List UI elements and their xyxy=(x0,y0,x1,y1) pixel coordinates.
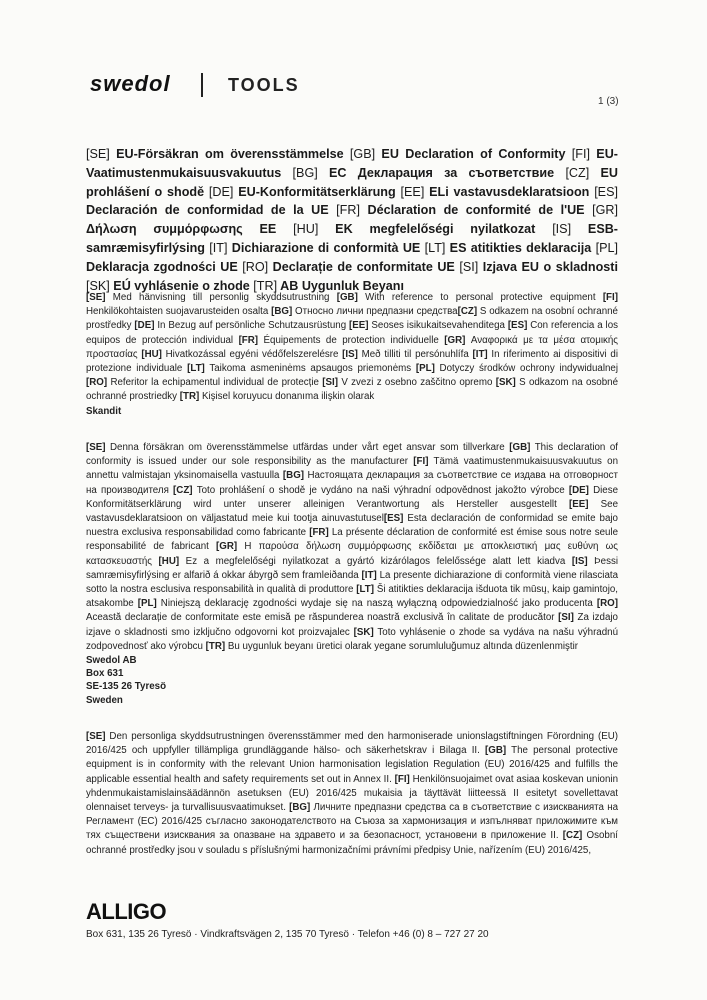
page-number: 1 (3) xyxy=(598,96,619,107)
manufacturer-address xyxy=(86,654,618,707)
language-code: [GB] xyxy=(336,292,358,303)
language-code: [LT] xyxy=(356,584,374,596)
language-code: [RO] xyxy=(242,259,269,274)
language-code: [IT] xyxy=(361,569,377,581)
language-code: [FR] xyxy=(309,527,329,539)
language-code: [HU] xyxy=(293,222,319,237)
language-code: [GB] xyxy=(349,147,376,161)
language-code: [SK] xyxy=(353,626,374,638)
product-name: Skandit xyxy=(86,405,122,417)
language-text: Această declarație de conformitate este emisă pe răspunderea noastră exclusivă în calitate de producător xyxy=(86,612,559,624)
language-text: See vastavusdeklaratsioon on väljastatud meie kui tootja ainuvastutusel xyxy=(86,498,618,525)
language-code: [PL] xyxy=(415,363,435,375)
language-code: [FR] xyxy=(238,334,259,346)
language-code: [CZ] xyxy=(173,484,193,496)
language-text: EC Декларация за съответствие xyxy=(317,165,566,180)
language-code: [ES] xyxy=(383,513,404,525)
manufacturer-line: Swedol AB xyxy=(86,655,137,667)
language-text: Относно лични предпазни средства xyxy=(292,306,458,318)
language-text: ESB-samræmisyfirlýsing xyxy=(86,222,619,255)
language-text: Referitor la echipamentul individual de protecție xyxy=(107,377,323,389)
language-code: [SI] xyxy=(558,612,574,624)
language-code: [ES] xyxy=(507,320,528,332)
language-code: [SK] xyxy=(495,377,516,389)
language-text: ES atitikties deklaracija xyxy=(445,240,596,255)
language-code: [GR] xyxy=(216,541,238,553)
language-text: Niniejszą deklarację zgodności wydaje się na naszą wyłączną odpowiedzialność jako producenta xyxy=(156,598,597,610)
language-text: Équipements de protection individuelle xyxy=(258,334,445,346)
language-code: [BG] xyxy=(282,470,305,482)
language-text: Declarație de conformitate UE xyxy=(268,259,460,274)
language-text: Denna försäkran om överensstämmelse utfärdas under vårt eget ansvar som tillverkare xyxy=(105,442,510,453)
language-text: EU-Konformitätserklärung xyxy=(233,184,401,199)
language-code: [FI] xyxy=(413,456,429,468)
language-code: [FI] xyxy=(571,147,590,161)
language-code: [BG] xyxy=(271,306,293,318)
language-text: Toto prohlášení o shodě je vydáno na naši výhradní odpovědnost jakožto výrobce xyxy=(192,484,569,496)
manufacturer-line: Sweden xyxy=(86,694,123,706)
header-divider xyxy=(201,73,203,97)
responsibility-paragraph xyxy=(86,441,618,707)
language-code: [CZ] xyxy=(562,830,583,842)
language-text: Личните предпазни средства са в съответствие с изискванията на Регламент (ЕС) 2016/425 съгласно законодателството на Съюза за хармонизация и изпълняват приложимите към тях съществени изисквания за опазване на здравето и за безопасност, установени в приложение II. xyxy=(86,802,618,842)
language-code: [IT] xyxy=(472,348,488,360)
language-text: Dotyczy środków ochrony indywidualnej xyxy=(434,363,618,375)
alligo-logo: ALLIGO xyxy=(86,899,167,924)
language-text: Za izdajo izjave o skladnosti smo izključno odgovorni kot proizvajalec xyxy=(86,612,618,638)
language-text: This declaration of conformity is issued under our sole responsibility as the manufacturer xyxy=(86,442,618,468)
language-code: [EE] xyxy=(568,498,589,510)
language-code: [RO] xyxy=(596,598,618,610)
language-text: Izjava EU o skladnosti xyxy=(478,259,619,274)
language-code: [LT] xyxy=(187,363,205,375)
manufacturer-line: SE-135 26 Tyresö xyxy=(86,681,167,693)
language-text: Dichiarazione di conformità UE xyxy=(227,240,425,255)
language-code: [PL] xyxy=(137,598,157,610)
language-text: Ši atitikties deklaracija išduota tik mūsų, kaip gamintojo, atsakombe xyxy=(86,584,619,610)
language-text: EU Declaration of Conformity xyxy=(375,147,572,161)
language-text: Déclaration de conformité de l'UE xyxy=(359,203,593,218)
language-code: [GB] xyxy=(485,745,507,757)
harmonisation-paragraph xyxy=(86,730,618,858)
language-text: Den personliga skyddsutrustningen överensstämmer med den harmoniserade unionslagstiftningen Förordning (EU) 2016/425 och uppfyller tillämpliga grundläggande hälso- och säkerhetskrav i Bilaga II. xyxy=(86,731,618,757)
language-code: [BG] xyxy=(289,802,311,814)
language-text: Declaración de conformidad de la UE xyxy=(86,203,337,218)
language-text: Með tilliti til persónuhlífa xyxy=(357,348,473,360)
ppe-reference-paragraph xyxy=(86,291,618,419)
language-text: In riferimento ai dispositivi di protezione individuale xyxy=(86,348,618,375)
language-text: Deklaracja zgodności UE xyxy=(86,259,243,274)
language-text: Þessi samræmisyfirlýsing er alfarið á okkar ábyrgð sem framleiðanda xyxy=(86,555,618,581)
language-text: EU-Försäkran om överensstämmelse xyxy=(109,147,350,161)
language-text: V zvezi z osebno zaščitno opremo xyxy=(338,377,496,389)
language-text: Henkilönsuojaimet ovat asiaa koskevan unionin yhdenmukaistamislainsäädännön asetuksen (EU) 2016/425 mukaisia ja täyttävät liitteessä II esitetyt sovellettavat olennaiset terveys- ja turvallisuusvaatimukset. xyxy=(86,773,618,814)
language-text: With reference to personal protective equipment xyxy=(357,292,603,303)
language-text: La presente dichiarazione di conformità viene rilasciata sotto la nostra esclusiva responsabilità in qualità di produttore xyxy=(86,569,618,596)
language-code: [RO] xyxy=(86,377,108,389)
language-text: Kişisel koruyucu donanıma ilişkin olarak xyxy=(199,391,375,403)
declaration-title xyxy=(86,145,618,295)
language-code: [TR] xyxy=(205,640,226,652)
language-text: EK megfelelőségi nyilatkozat xyxy=(318,222,553,237)
language-text: Toto vyhlásenie o zhode sa vydáva na našu výhradnú zodpovednosť ako výrobcu xyxy=(86,626,619,652)
language-text: Henkilökohtaisten suojavarusteiden osalta xyxy=(86,306,272,318)
language-code: [ES] xyxy=(594,184,618,199)
language-code: [HU] xyxy=(158,555,180,567)
language-code: [BG] xyxy=(292,165,318,180)
language-code: [IT] xyxy=(209,240,228,255)
language-text: EÚ vyhlásenie o zhode xyxy=(109,278,254,293)
language-code: [CZ] xyxy=(565,165,590,180)
language-text: Seoses isikukaitsevahenditega xyxy=(368,320,508,332)
language-text: Osobní ochranné prostředky jsou v souladu s příslušnými harmonizačními právními předpisy Unie, nařízením (EU) 2016/425, xyxy=(86,830,618,856)
language-text: EU-Vaatimustenmukaisuusvakuutus xyxy=(86,147,618,180)
language-code: [SE] xyxy=(86,147,110,161)
language-text: S odkazem na osobní ochranné prostředky xyxy=(86,306,618,332)
language-code: [SK] xyxy=(86,278,110,293)
language-code: [SE] xyxy=(86,292,106,303)
language-text: EU prohlášení o shodě xyxy=(86,165,618,199)
language-code: [DE] xyxy=(134,320,155,332)
language-code: [TR] xyxy=(179,391,200,403)
language-text: Med hänvisning till personlig skyddsutrustning xyxy=(105,292,337,303)
language-text: Η παρούσα δήλωση συμμόρφωσης εκδίδεται με αποκλειστική μας ευθύνη ως κατασκευαστής xyxy=(86,541,618,567)
language-text: In Bezug auf persönliche Schutzausrüstung xyxy=(154,320,350,332)
language-code: [IS] xyxy=(552,222,572,237)
language-code: [FI] xyxy=(602,292,618,303)
language-code: [TR] xyxy=(253,278,278,293)
language-text: La présente déclaration de conformité est émise sous notre seule responsabilité de fabricant xyxy=(86,527,619,553)
language-text: Con referencia a los equipos de protección individual xyxy=(86,320,618,346)
language-code: [IS] xyxy=(342,348,358,360)
language-text: Ez a megfelelőségi nyilatkozat a gyártó kizárólagos felelőssége alatt lett kiadva xyxy=(179,555,572,567)
language-code: [GR] xyxy=(444,334,466,346)
language-text: ELi vastavusdeklaratsioon xyxy=(424,184,595,199)
language-code: [SI] xyxy=(322,377,339,389)
language-code: [GR] xyxy=(592,203,618,218)
language-code: [FR] xyxy=(336,203,360,218)
language-text: Αναφορικά με τα μέσα ατομικής προστασίας xyxy=(86,334,619,360)
brand-subtitle: TOOLS xyxy=(228,75,300,95)
language-text: Bu uygunluk beyanı üretici olarak yegane sorumluluğumuz altında düzenlenmiştir xyxy=(225,640,578,652)
language-code: [DE] xyxy=(208,184,234,199)
language-text: AB Uygunluk Beyanı xyxy=(277,278,404,293)
language-text: The personal protective equipment is in conformity with the relevant Union harmonisation legislation Regulation (EU) 2016/425 and fulfills the applicable essential health and safety requirements set out in Annex II. xyxy=(86,745,618,785)
language-code: [FI] xyxy=(394,773,410,785)
language-code: [PL] xyxy=(595,240,618,255)
language-code: [SE] xyxy=(86,731,106,742)
language-code: [GB] xyxy=(509,442,531,453)
language-text: Esta declaración de conformidad se emite bajo nuestra exclusiva responsabilidad como fabricante xyxy=(86,513,618,539)
language-text: Hivatkozással egyéni védőfelszerelésre xyxy=(161,348,343,360)
language-text: S odkazom na osobné ochranné prostriedky xyxy=(86,377,618,403)
manufacturer-line: Box 631 xyxy=(86,668,124,680)
language-code: [CZ] xyxy=(457,306,478,318)
language-code: [IS] xyxy=(571,555,588,567)
swedol-logo: swedol xyxy=(90,71,171,96)
language-code: [SI] xyxy=(459,259,479,274)
language-text: Настоящата декларация за съответствие се издава на отговорност на производителя xyxy=(86,470,618,496)
footer-address: Box 631, 135 26 Tyresö · Vindkraftsvägen 2, 135 70 Tyresö · Telefon +46 (0) 8 – 727 27 20 xyxy=(86,929,489,940)
language-text: Δήλωση συμμόρφωσης ΕΕ xyxy=(86,222,294,237)
language-text: Diese Konformitätserklärung wird unter unserer alleinigen Verantwortung als Hersteller ausgestellt xyxy=(86,484,618,510)
language-code: [LT] xyxy=(424,240,446,255)
language-code: [HU] xyxy=(141,348,162,360)
language-code: [SE] xyxy=(86,442,106,453)
language-code: [EE] xyxy=(349,320,369,332)
language-code: [EE] xyxy=(400,184,425,199)
language-code: [DE] xyxy=(568,484,589,496)
language-text: Tämä vaatimustenmukaisuusvakuutus on annettu valmistajan yksinomaisella vastuulla xyxy=(86,456,618,482)
language-text: Taikoma asmeninėms apsaugos priemonėms xyxy=(204,363,416,375)
